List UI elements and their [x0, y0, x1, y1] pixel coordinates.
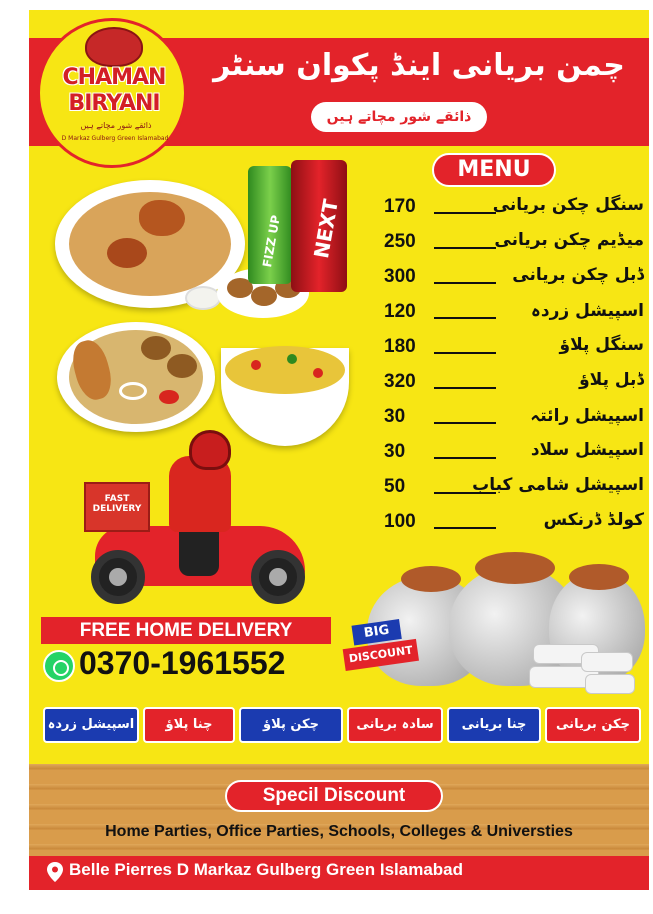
discount-label: DISCOUNT: [343, 639, 419, 671]
menu-item-name: سنگل پلاؤ: [559, 335, 644, 355]
menu-item-leader: [434, 212, 496, 214]
menu-item: [384, 334, 644, 369]
shop-title: چمن بریانی اینڈ پکوان سنٹر: [213, 48, 625, 83]
garnish: [313, 368, 323, 378]
menu-item-price: 30: [384, 406, 406, 427]
scooter-wheel: [91, 550, 145, 604]
menu-heading: MENU: [432, 153, 556, 187]
menu-item-price: 50: [384, 476, 406, 497]
biryani-pot-icon: [85, 27, 143, 67]
parties-text: Home Parties, Office Parties, Schools, Colleges & Universties: [105, 823, 573, 840]
chicken-piece: [139, 200, 185, 236]
pot-contents: [401, 566, 461, 592]
drink-can-fizzup: [248, 166, 292, 284]
location-pin-icon: [47, 862, 63, 882]
zarda-rice: [225, 346, 345, 394]
wood-background: [29, 764, 649, 864]
menu-item-leader: [434, 457, 496, 459]
free-delivery-banner: FREE HOME DELIVERY: [41, 617, 331, 644]
menu-poster: [29, 10, 649, 890]
menu-item-leader: [434, 317, 496, 319]
delivery-box-line2: DELIVERY: [92, 504, 142, 514]
special-discount-pill: Specil Discount: [225, 780, 443, 812]
menu-item-name: اسپیشل رائتہ: [530, 406, 644, 426]
menu-item-price: 250: [384, 231, 416, 252]
logo-text-biryani: BIRYANI: [68, 91, 160, 116]
garnish: [251, 360, 261, 370]
menu-item-price: 320: [384, 371, 416, 392]
can-label: FIZZ UP: [260, 214, 283, 269]
menu-item: [384, 404, 644, 439]
menu-item-leader: [434, 387, 496, 389]
helmet-icon: [189, 430, 231, 470]
menu-item: [384, 509, 644, 544]
menu-item: [384, 369, 644, 404]
menu-item-leader: [434, 247, 496, 249]
onion-ring: [119, 382, 147, 400]
menu-item-name: میڈیم چکن بریانی: [494, 230, 644, 250]
menu-item-name: ڈبل پلاؤ: [579, 370, 644, 390]
menu-item-price: 180: [384, 336, 416, 357]
menu-item-price: 100: [384, 511, 416, 532]
menu-item-name: اسپیشل سلاد: [530, 440, 644, 460]
dish-button[interactable]: چنا پلاؤ: [143, 707, 235, 743]
menu-item-price: 120: [384, 301, 416, 322]
menu-item: [384, 474, 644, 509]
address-text: Belle Pierres D Markaz Gulberg Green Islamabad: [69, 860, 463, 879]
menu-item-leader: [434, 352, 496, 354]
whatsapp-icon: [43, 650, 75, 682]
tomato-slice: [159, 390, 179, 404]
delivery-box-line1: FAST: [104, 494, 130, 504]
pot-contents: [569, 564, 629, 590]
shami-kabab: [167, 354, 197, 378]
menu-item-price: 300: [384, 266, 416, 287]
scooter-wheel: [251, 550, 305, 604]
menu-item-leader: [434, 527, 496, 529]
raita-bowl-image: [185, 286, 221, 310]
menu-item: [384, 194, 644, 229]
menu-item: [384, 299, 644, 334]
menu-item: [384, 264, 644, 299]
garnish: [287, 354, 297, 364]
menu-item-name: کولڈ ڈرنکس: [543, 510, 644, 530]
menu-item-name: سنگل چکن بریانی: [492, 195, 644, 215]
takeaway-box: [581, 652, 633, 672]
tagline-pill: ذائقے شور مچاتے ہیں: [311, 102, 487, 132]
pot-contents: [475, 552, 555, 584]
chicken-piece: [107, 238, 147, 268]
dish-button[interactable]: اسپیشل زردہ: [43, 707, 139, 743]
dish-button[interactable]: چنا بریانی: [447, 707, 541, 743]
dish-buttons: [43, 707, 641, 743]
menu-item-name: اسپیشل شامی کباب: [472, 475, 644, 495]
big-label: BIG: [351, 619, 401, 645]
menu-item: [384, 439, 644, 474]
menu-item-name: ڈبل چکن بریانی: [512, 265, 644, 285]
logo: [37, 18, 187, 168]
phone-number[interactable]: 0370-1961552: [79, 645, 286, 681]
menu-item-leader: [434, 422, 496, 424]
dish-button[interactable]: چکن بریانی: [545, 707, 641, 743]
can-label: NEXT: [309, 197, 343, 261]
delivery-box-label: [89, 494, 145, 514]
takeaway-box: [585, 674, 635, 694]
kabab: [251, 286, 277, 306]
logo-address: D Markaz Gulberg Green Islamabad: [61, 135, 169, 142]
menu-item: [384, 229, 644, 264]
shami-kabab: [141, 336, 171, 360]
dish-button[interactable]: سادہ بریانی: [347, 707, 443, 743]
menu-item-leader: [434, 282, 496, 284]
dish-button[interactable]: چکن پلاؤ: [239, 707, 343, 743]
logo-tagline: ذائقے شور مچاتے ہیں: [80, 121, 152, 130]
drink-can-next: [291, 160, 347, 292]
menu-list: [384, 194, 644, 544]
big-discount-badge: [340, 617, 421, 681]
menu-item-price: 170: [384, 196, 416, 217]
menu-item-name: اسپیشل زردہ: [530, 301, 644, 321]
menu-item-price: 30: [384, 441, 406, 462]
logo-text-chaman: CHAMAN: [62, 65, 166, 90]
